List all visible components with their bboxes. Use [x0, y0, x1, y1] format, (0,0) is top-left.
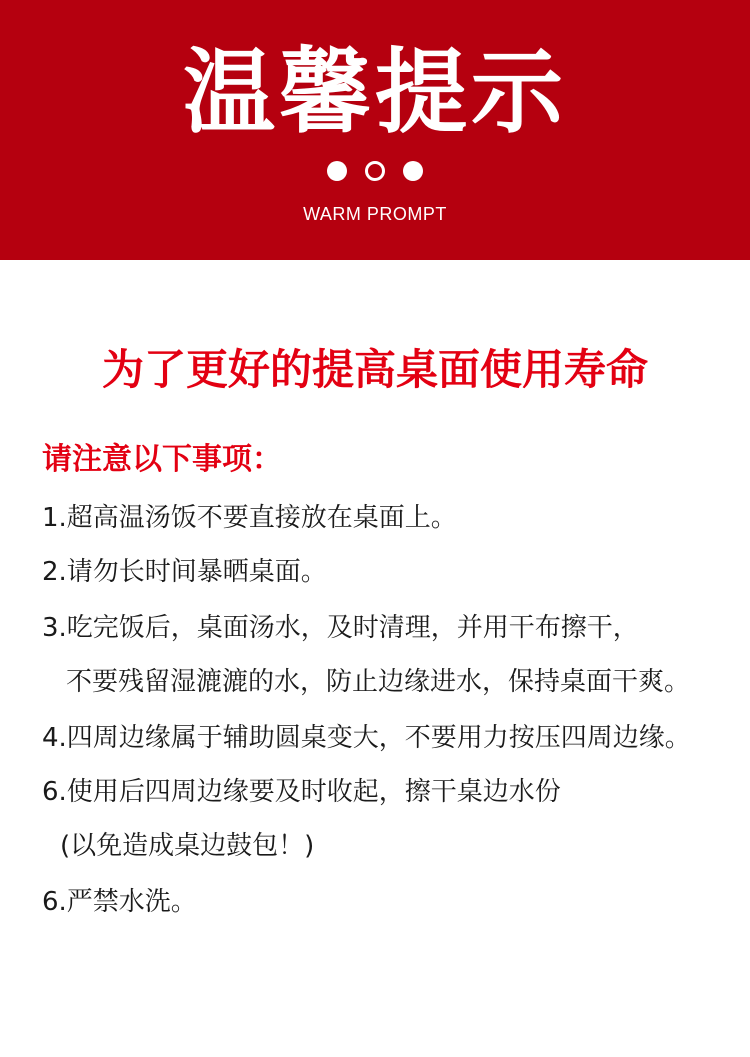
banner-subtitle: WARM PROMPT	[303, 204, 447, 224]
banner-title: 温馨提示	[182, 39, 567, 146]
dot-icon	[403, 161, 423, 181]
notice-item: 6.使用后四周边缘要及时收起，擦干桌边水份	[42, 777, 561, 807]
headline: 为了更好的提高桌面使用寿命	[101, 345, 648, 394]
dot-icon	[327, 161, 347, 181]
notice-item: 4.四周边缘属于辅助圆桌变大，不要用力按压四周边缘。	[42, 723, 691, 753]
notice-item-continuation: 不要残留湿漉漉的水，防止边缘进水，保持桌面干爽。	[66, 667, 691, 697]
notice-item-continuation: (以免造成桌边鼓包！)	[60, 831, 315, 861]
notice-item: 2.请勿长时间暴晒桌面。	[42, 557, 327, 587]
notice-item: 1.超高温汤饭不要直接放在桌面上。	[42, 503, 457, 533]
ring-icon	[365, 161, 385, 181]
notice-item: 6.严禁水洗。	[42, 887, 197, 917]
decorative-dots	[0, 160, 750, 182]
header-banner	[0, 0, 750, 260]
notice-heading: 请注意以下事项：	[42, 442, 282, 477]
notice-item: 3.吃完饭后，桌面汤水，及时清理，并用干布擦干，	[42, 613, 639, 643]
